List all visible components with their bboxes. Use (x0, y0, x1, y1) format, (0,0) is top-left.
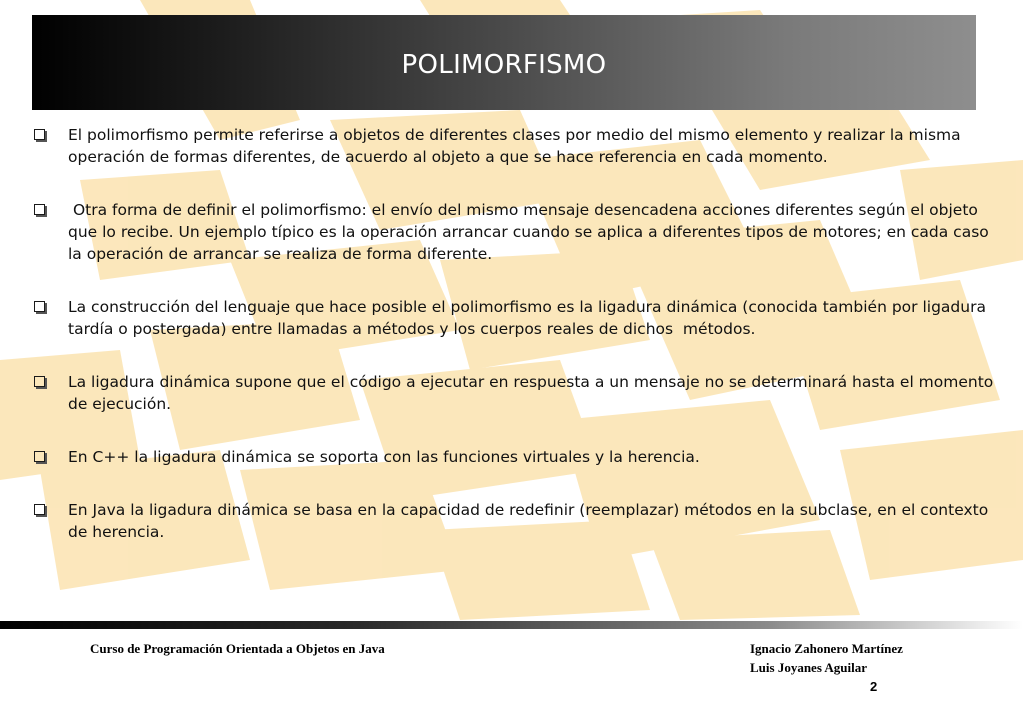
square-bullet-icon (34, 451, 45, 462)
bullet-text: Otra forma de definir el polimorfismo: el envío del mismo mensaje desencadena acciones diferentes según el objeto que lo recibe. Un ejemplo típico es la operación arrancar cuando se aplica a diferentes tipos de motores; en cada caso la operación de arrancar se realiza de forma diferente. (68, 201, 994, 263)
page-number: 2 (870, 679, 878, 694)
bullet-item (32, 499, 1007, 543)
bullet-list (32, 122, 1007, 543)
bullet-item (32, 446, 1007, 468)
bullet-item (32, 199, 1007, 265)
footer-course-title: Curso de Programación Orientada a Objetos en Java (90, 641, 385, 656)
footer-author-1: Ignacio Zahonero Martínez (750, 641, 903, 656)
square-bullet-icon (34, 129, 45, 140)
bullet-text: La construcción del lenguaje que hace posible el polimorfismo es la ligadura dinámica (conocida también por ligadura tardía o postergada) entre llamadas a métodos y los cuerpos reales de dichos métodos. (68, 298, 991, 338)
bullet-text: La ligadura dinámica supone que el código a ejecutar en respuesta a un mensaje no se determinará hasta el momento de ejecución. (68, 373, 994, 413)
title-bar (32, 15, 976, 110)
footer-divider (0, 621, 1023, 629)
bullet-text: En C++ la ligadura dinámica se soporta con las funciones virtuales y la herencia. (68, 448, 700, 466)
square-bullet-icon (34, 204, 45, 215)
bullet-text: En Java la ligadura dinámica se basa en la capacidad de redefinir (reemplazar) métodos en la subclase, en el contexto de herencia. (68, 501, 989, 541)
footer-author-2: Luis Joyanes Aguilar (750, 660, 868, 675)
slide-title: POLIMORFISMO (401, 49, 607, 80)
square-bullet-icon (34, 301, 45, 312)
bullet-item (32, 124, 1007, 168)
square-bullet-icon (34, 376, 45, 387)
square-bullet-icon (34, 504, 45, 515)
bullet-item (32, 296, 1007, 340)
bullet-text: El polimorfismo permite referirse a objetos de diferentes clases por medio del mismo elemento y realizar la misma operación de formas diferentes, de acuerdo al objeto a que se hace referencia en cada momento. (68, 126, 961, 166)
bullet-item (32, 371, 1007, 415)
